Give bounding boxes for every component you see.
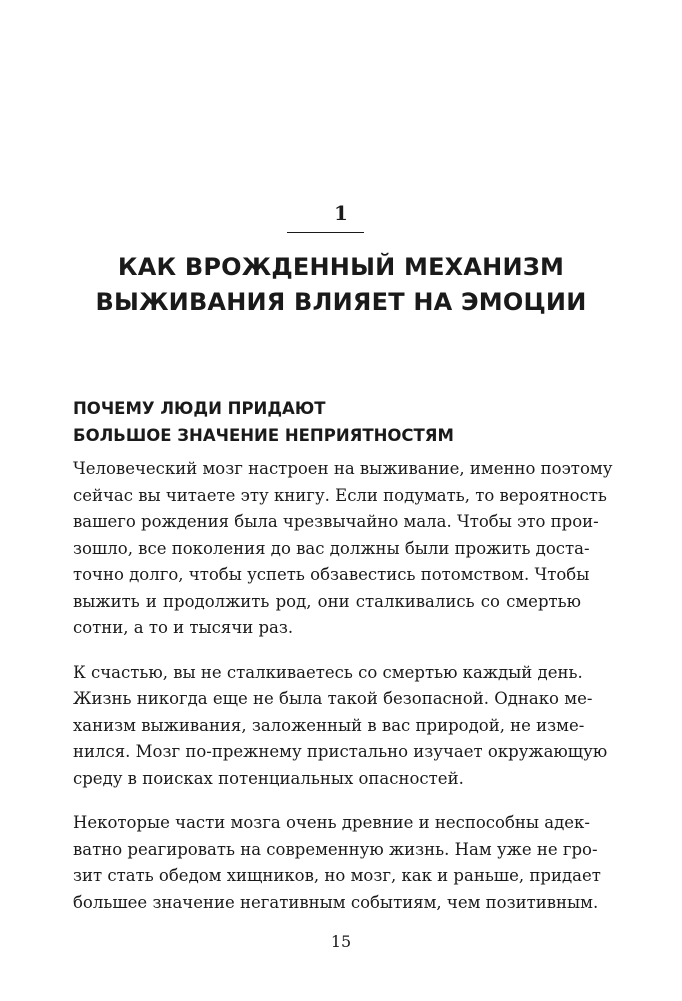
paragraph xyxy=(73,660,608,793)
text-line: зошло, все поколения до вас должны были прожить доста- xyxy=(73,538,590,558)
chapter-number: 1 xyxy=(334,201,348,225)
text-line: ватно реагировать на современную жизнь. Нам уже не гро- xyxy=(73,839,598,859)
text-line: Жизнь никогда еще не была такой безопасной. Однако ме- xyxy=(73,689,593,708)
text-line: точно долго, чтобы успеть обзавестись потомством. Чтобы xyxy=(73,565,590,584)
text-line: ханизм выживания, заложенный в вас природой, не изме- xyxy=(73,715,585,735)
section-heading xyxy=(73,395,454,449)
text-line: выжить и продолжить род, они сталкивались со смертью xyxy=(73,591,581,611)
text-line: сейчас вы читаете эту книгу. Если подумать, то вероятность xyxy=(73,485,607,505)
body-text xyxy=(73,456,613,934)
text-line: большее значение негативным событиям, чем позитивным. xyxy=(73,892,599,912)
chapter-title-line: КАК ВРОЖДЕННЫЙ МЕХАНИЗМ xyxy=(117,253,565,281)
paragraph xyxy=(73,810,601,916)
section-heading-line: БОЛЬШОЕ ЗНАЧЕНИЕ НЕПРИЯТНОСТЯМ xyxy=(73,426,454,445)
text-line: зит стать обедом хищников, но мозг, как и раньше, придает xyxy=(73,866,601,885)
chapter-title-line: ВЫЖИВАНИЯ ВЛИЯЕТ НА ЭМОЦИИ xyxy=(95,288,587,316)
chapter-title xyxy=(0,250,682,320)
paragraph xyxy=(73,456,613,642)
text-line: Некоторые части мозга очень древние и неспособны адек- xyxy=(73,813,590,832)
text-line: вашего рождения была чрезвычайно мала. Чтобы это прои- xyxy=(73,512,599,531)
text-line: сотни, а то и тысячи раз. xyxy=(73,618,294,637)
text-line: Человеческий мозг настроен на выживание, именно поэтому xyxy=(73,459,613,478)
text-line: К счастью, вы не сталкиваетесь со смертью каждый день. xyxy=(73,662,583,682)
text-line: нился. Мозг по-прежнему пристально изучает окружающую xyxy=(73,742,608,761)
section-heading-line: ПОЧЕМУ ЛЮДИ ПРИДАЮТ xyxy=(73,399,326,418)
chapter-divider xyxy=(287,232,364,233)
text-line: среду в поисках потенциальных опасностей. xyxy=(73,768,464,788)
page-number: 15 xyxy=(330,932,352,951)
